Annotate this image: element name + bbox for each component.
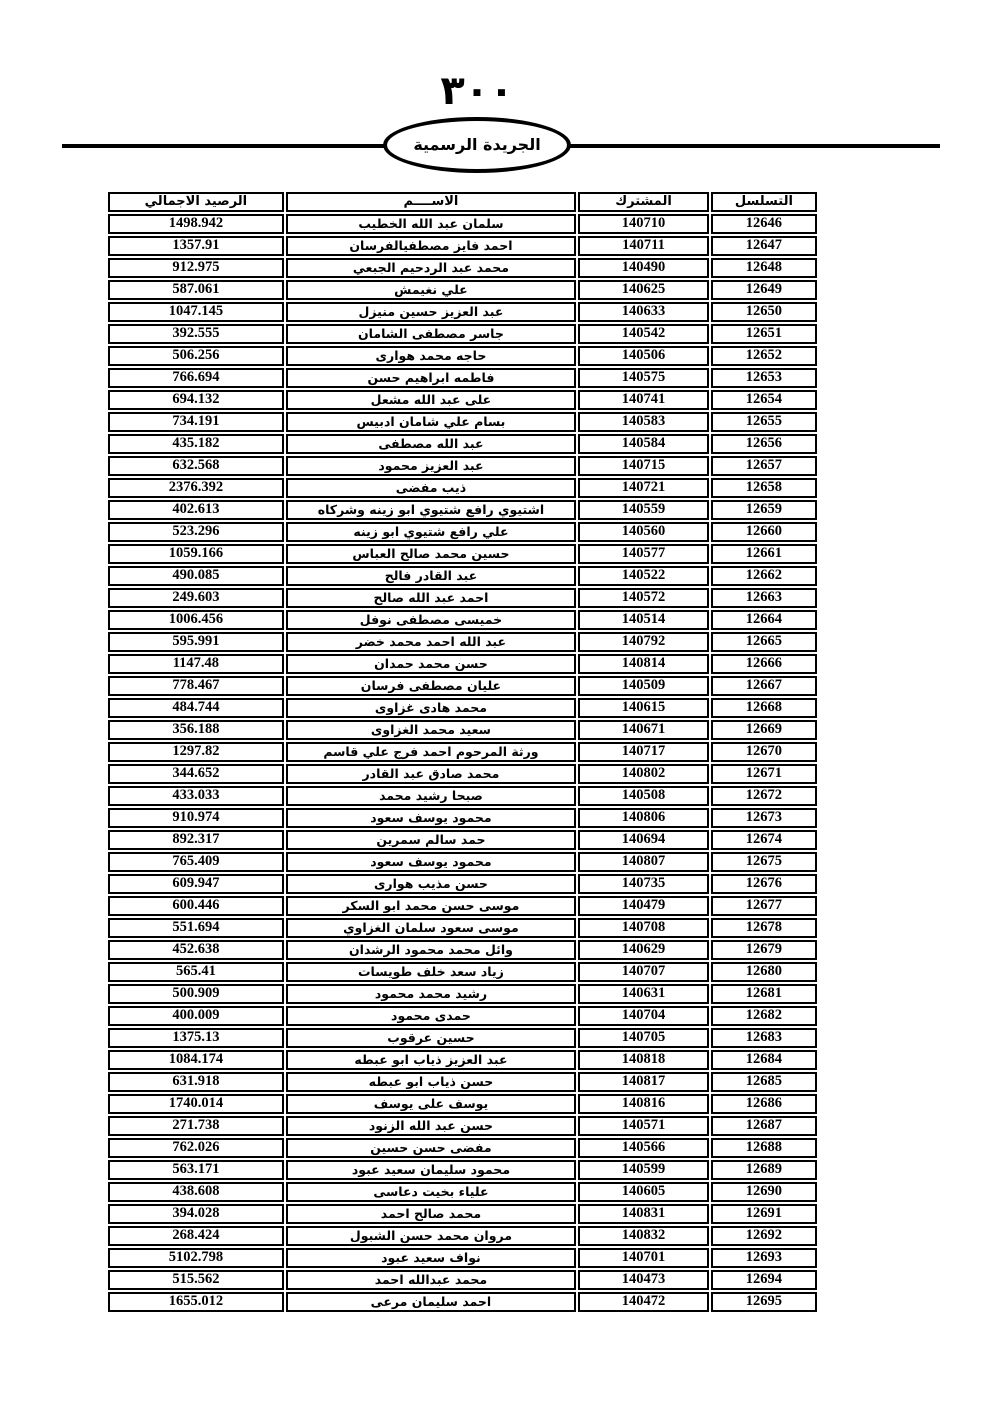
serial-cell: 12666 [711, 654, 817, 674]
subscriber-cell: 140792 [578, 632, 709, 652]
name-cell: محمود يوسف سعود [286, 852, 576, 872]
serial-cell: 12656 [711, 434, 817, 454]
serial-cell: 12664 [711, 610, 817, 630]
serial-cell: 12667 [711, 676, 817, 696]
subscriber-cell: 140472 [578, 1292, 709, 1312]
serial-cell: 12660 [711, 522, 817, 542]
balance-cell: 490.085 [108, 566, 284, 586]
balance-cell: 500.909 [108, 984, 284, 1004]
serial-cell: 12677 [711, 896, 817, 916]
balance-cell: 523.296 [108, 522, 284, 542]
subscriber-cell: 140522 [578, 566, 709, 586]
subscriber-cell: 140741 [578, 390, 709, 410]
subscriber-cell: 140818 [578, 1050, 709, 1070]
serial-cell: 12646 [711, 214, 817, 234]
table-row [108, 764, 817, 784]
balance-cell: 356.188 [108, 720, 284, 740]
name-cell: موسى حسن محمد ابو السكر [286, 896, 576, 916]
table-row [108, 280, 817, 300]
name-cell: حمدى محمود [286, 1006, 576, 1026]
balance-cell: 765.409 [108, 852, 284, 872]
serial-cell: 12694 [711, 1270, 817, 1290]
name-cell: محمد عبد الردحيم الجبعي [286, 258, 576, 278]
subscriber-cell: 140584 [578, 434, 709, 454]
name-cell: عبد العزيز محمود [286, 456, 576, 476]
subscriber-cell: 140559 [578, 500, 709, 520]
balance-cell: 1006.456 [108, 610, 284, 630]
subscriber-cell: 140509 [578, 676, 709, 696]
subscriber-cell: 140807 [578, 852, 709, 872]
balance-cell: 484.744 [108, 698, 284, 718]
serial-cell: 12686 [711, 1094, 817, 1114]
name-cell: مفضى حسن حسين [286, 1138, 576, 1158]
subscriber-cell: 140583 [578, 412, 709, 432]
subscriber-cell: 140707 [578, 962, 709, 982]
subscriber-cell: 140575 [578, 368, 709, 388]
table-row [108, 698, 817, 718]
name-cell: حسن عبد الله الزنود [286, 1116, 576, 1136]
name-cell: على عبد الله مشعل [286, 390, 576, 410]
subscriber-cell: 140802 [578, 764, 709, 784]
subscriber-cell: 140599 [578, 1160, 709, 1180]
subscriber-cell: 140566 [578, 1138, 709, 1158]
name-cell: احمد عبد الله صالح [286, 588, 576, 608]
serial-cell: 12676 [711, 874, 817, 894]
serial-cell: 12674 [711, 830, 817, 850]
serial-cell: 12690 [711, 1182, 817, 1202]
balance-cell: 1059.166 [108, 544, 284, 564]
balance-cell: 1084.174 [108, 1050, 284, 1070]
balance-cell: 271.738 [108, 1116, 284, 1136]
balance-cell: 452.638 [108, 940, 284, 960]
name-cell: رشيد محمد محمود [286, 984, 576, 1004]
table-row [108, 676, 817, 696]
subscriber-cell: 140814 [578, 654, 709, 674]
serial-cell: 12695 [711, 1292, 817, 1312]
serial-cell: 12669 [711, 720, 817, 740]
balance-cell: 631.918 [108, 1072, 284, 1092]
subscriber-cell: 140560 [578, 522, 709, 542]
name-cell: محمد صالح احمد [286, 1204, 576, 1224]
table-row [108, 566, 817, 586]
subscribers-table [106, 190, 819, 1314]
name-cell: حمد سالم سمرين [286, 830, 576, 850]
balance-cell: 632.568 [108, 456, 284, 476]
balance-cell: 912.975 [108, 258, 284, 278]
name-cell: عبد الله مصطفى [286, 434, 576, 454]
subscriber-cell: 140572 [578, 588, 709, 608]
subscriber-cell: 140514 [578, 610, 709, 630]
serial-cell: 12693 [711, 1248, 817, 1268]
serial-cell: 12673 [711, 808, 817, 828]
subscriber-cell: 140806 [578, 808, 709, 828]
name-cell: سعيد محمد الغزاوى [286, 720, 576, 740]
name-cell: علي رافع شتيوي ابو زينه [286, 522, 576, 542]
balance-cell: 506.256 [108, 346, 284, 366]
table-row [108, 1248, 817, 1268]
balance-cell: 435.182 [108, 434, 284, 454]
table-row [108, 896, 817, 916]
name-cell: حسين محمد صالح العباس [286, 544, 576, 564]
table-row [108, 654, 817, 674]
subscriber-cell: 140715 [578, 456, 709, 476]
serial-cell: 12670 [711, 742, 817, 762]
gazette-banner-title: الجريدة الرسمية [413, 134, 541, 154]
subscriber-cell: 140508 [578, 786, 709, 806]
column-header-name: الاســــم [286, 192, 576, 212]
name-cell: حسن محمد حمدان [286, 654, 576, 674]
table-row [108, 236, 817, 256]
balance-cell: 910.974 [108, 808, 284, 828]
subscriber-cell: 140832 [578, 1226, 709, 1246]
balance-cell: 587.061 [108, 280, 284, 300]
table-row [108, 1292, 817, 1312]
name-cell: محمد صادق عبد القادر [286, 764, 576, 784]
table-row [108, 1050, 817, 1070]
table-row [108, 324, 817, 344]
table-row [108, 1116, 817, 1136]
subscriber-cell: 140577 [578, 544, 709, 564]
table-row [108, 544, 817, 564]
balance-cell: 1297.82 [108, 742, 284, 762]
name-cell: يوسف على يوسف [286, 1094, 576, 1114]
serial-cell: 12688 [711, 1138, 817, 1158]
subscriber-cell: 140629 [578, 940, 709, 960]
table-row [108, 456, 817, 476]
subscriber-cell: 140542 [578, 324, 709, 344]
balance-cell: 394.028 [108, 1204, 284, 1224]
serial-cell: 12655 [711, 412, 817, 432]
serial-cell: 12647 [711, 236, 817, 256]
subscriber-cell: 140717 [578, 742, 709, 762]
serial-cell: 12680 [711, 962, 817, 982]
serial-cell: 12681 [711, 984, 817, 1004]
name-cell: محمود سليمان سعيد عبود [286, 1160, 576, 1180]
balance-cell: 734.191 [108, 412, 284, 432]
serial-cell: 12665 [711, 632, 817, 652]
balance-cell: 892.317 [108, 830, 284, 850]
serial-cell: 12649 [711, 280, 817, 300]
subscriber-cell: 140605 [578, 1182, 709, 1202]
table-row [108, 412, 817, 432]
table-row [108, 478, 817, 498]
table-row [108, 830, 817, 850]
balance-cell: 1740.014 [108, 1094, 284, 1114]
serial-cell: 12679 [711, 940, 817, 960]
serial-cell: 12687 [711, 1116, 817, 1136]
balance-cell: 762.026 [108, 1138, 284, 1158]
name-cell: حاجه محمد هوارى [286, 346, 576, 366]
table-row [108, 610, 817, 630]
serial-cell: 12650 [711, 302, 817, 322]
table-row [108, 258, 817, 278]
subscriber-cell: 140710 [578, 214, 709, 234]
table-row [108, 720, 817, 740]
subscriber-cell: 140817 [578, 1072, 709, 1092]
name-cell: حسن ذياب ابو عبطه [286, 1072, 576, 1092]
table-row [108, 1006, 817, 1026]
balance-cell: 600.446 [108, 896, 284, 916]
serial-cell: 12663 [711, 588, 817, 608]
balance-cell: 344.652 [108, 764, 284, 784]
serial-cell: 12668 [711, 698, 817, 718]
balance-cell: 1498.942 [108, 214, 284, 234]
serial-cell: 12657 [711, 456, 817, 476]
table-row [108, 588, 817, 608]
table-row [108, 390, 817, 410]
table-row [108, 434, 817, 454]
subscriber-cell: 140704 [578, 1006, 709, 1026]
balance-cell: 5102.798 [108, 1248, 284, 1268]
balance-cell: 595.991 [108, 632, 284, 652]
name-cell: محمود يوسف سعود [286, 808, 576, 828]
serial-cell: 12653 [711, 368, 817, 388]
balance-cell: 1147.48 [108, 654, 284, 674]
name-cell: عبد القادر فالح [286, 566, 576, 586]
balance-cell: 551.694 [108, 918, 284, 938]
balance-cell: 609.947 [108, 874, 284, 894]
serial-cell: 12654 [711, 390, 817, 410]
balance-cell: 400.009 [108, 1006, 284, 1026]
name-cell: سلمان عبد الله الخطيب [286, 214, 576, 234]
name-cell: خميسى مصطفى نوفل [286, 610, 576, 630]
table-row [108, 302, 817, 322]
name-cell: صبحا رشيد محمد [286, 786, 576, 806]
table-row [108, 1182, 817, 1202]
table-row [108, 808, 817, 828]
subscriber-cell: 140479 [578, 896, 709, 916]
subscriber-cell: 140816 [578, 1094, 709, 1114]
serial-cell: 12662 [711, 566, 817, 586]
balance-cell: 438.608 [108, 1182, 284, 1202]
table-header-row [108, 192, 817, 212]
serial-cell: 12675 [711, 852, 817, 872]
serial-cell: 12684 [711, 1050, 817, 1070]
table-row [108, 1072, 817, 1092]
name-cell: محمد عبدالله احمد [286, 1270, 576, 1290]
table-row [108, 1094, 817, 1114]
balance-cell: 694.132 [108, 390, 284, 410]
table-row [108, 368, 817, 388]
name-cell: بسام علي شامان ادبيس [286, 412, 576, 432]
subscriber-cell: 140625 [578, 280, 709, 300]
subscriber-cell: 140633 [578, 302, 709, 322]
table-row [108, 1204, 817, 1224]
table-row [108, 500, 817, 520]
name-cell: وائل محمد محمود الرشدان [286, 940, 576, 960]
table-row [108, 522, 817, 542]
table-row [108, 1028, 817, 1048]
table-body [108, 214, 817, 1312]
subscriber-cell: 140694 [578, 830, 709, 850]
serial-cell: 12652 [711, 346, 817, 366]
serial-cell: 12683 [711, 1028, 817, 1048]
serial-cell: 12672 [711, 786, 817, 806]
column-header-balance: الرصيد الاجمالي [108, 192, 284, 212]
name-cell: عبد الله احمد محمد خضر [286, 632, 576, 652]
balance-cell: 249.603 [108, 588, 284, 608]
balance-cell: 392.555 [108, 324, 284, 344]
serial-cell: 12682 [711, 1006, 817, 1026]
table-row [108, 786, 817, 806]
balance-cell: 1375.13 [108, 1028, 284, 1048]
table-row [108, 984, 817, 1004]
gazette-banner-ellipse [383, 117, 571, 173]
name-cell: مروان محمد حسن الشبول [286, 1226, 576, 1246]
balance-cell: 2376.392 [108, 478, 284, 498]
subscriber-cell: 140705 [578, 1028, 709, 1048]
table-row [108, 346, 817, 366]
table-row [108, 1138, 817, 1158]
name-cell: علياء بخيت دعاسى [286, 1182, 576, 1202]
name-cell: حسن مذيب هوارى [286, 874, 576, 894]
column-header-serial: التسلسل [711, 192, 817, 212]
subscriber-cell: 140490 [578, 258, 709, 278]
subscriber-cell: 140701 [578, 1248, 709, 1268]
balance-cell: 1047.145 [108, 302, 284, 322]
name-cell: جاسر مصطفى الشامان [286, 324, 576, 344]
serial-cell: 12692 [711, 1226, 817, 1246]
table-row [108, 940, 817, 960]
balance-cell: 433.033 [108, 786, 284, 806]
table-row [108, 742, 817, 762]
table-row [108, 874, 817, 894]
serial-cell: 12691 [711, 1204, 817, 1224]
table-row [108, 852, 817, 872]
name-cell: حسين عرقوب [286, 1028, 576, 1048]
balance-cell: 515.562 [108, 1270, 284, 1290]
serial-cell: 12659 [711, 500, 817, 520]
name-cell: موسى سعود سلمان الغزاوي [286, 918, 576, 938]
name-cell: علي نغيمش [286, 280, 576, 300]
serial-cell: 12685 [711, 1072, 817, 1092]
name-cell: ذيب مفضى [286, 478, 576, 498]
serial-cell: 12678 [711, 918, 817, 938]
table-row [108, 632, 817, 652]
subscriber-cell: 140631 [578, 984, 709, 1004]
subscriber-cell: 140708 [578, 918, 709, 938]
serial-cell: 12648 [711, 258, 817, 278]
subscriber-cell: 140831 [578, 1204, 709, 1224]
name-cell: عبد العزيز ذياب ابو عبطه [286, 1050, 576, 1070]
subscriber-cell: 140735 [578, 874, 709, 894]
name-cell: نواف سعيد عبود [286, 1248, 576, 1268]
table-row [108, 1160, 817, 1180]
serial-cell: 12658 [711, 478, 817, 498]
column-header-subscriber: المشترك [578, 192, 709, 212]
balance-cell: 402.613 [108, 500, 284, 520]
balance-cell: 563.171 [108, 1160, 284, 1180]
serial-cell: 12689 [711, 1160, 817, 1180]
name-cell: اشتيوي رافع شتيوي ابو زينه وشركاه [286, 500, 576, 520]
subscriber-cell: 140721 [578, 478, 709, 498]
subscriber-cell: 140506 [578, 346, 709, 366]
balance-cell: 1357.91 [108, 236, 284, 256]
table-row [108, 962, 817, 982]
name-cell: عبد العزيز حسين منيزل [286, 302, 576, 322]
subscriber-cell: 140571 [578, 1116, 709, 1136]
name-cell: محمد هادى غزاوى [286, 698, 576, 718]
name-cell: عليان مصطفى فرسان [286, 676, 576, 696]
balance-cell: 778.467 [108, 676, 284, 696]
subscriber-cell: 140671 [578, 720, 709, 740]
balance-cell: 766.694 [108, 368, 284, 388]
balance-cell: 1655.012 [108, 1292, 284, 1312]
table-row [108, 214, 817, 234]
table-row [108, 1226, 817, 1246]
name-cell: احمد سليمان مرعى [286, 1292, 576, 1312]
table-row [108, 1270, 817, 1290]
subscriber-cell: 140615 [578, 698, 709, 718]
name-cell: ورثة المرحوم احمد فرج علي قاسم [286, 742, 576, 762]
serial-cell: 12671 [711, 764, 817, 784]
page-number: ٣٠٠ [440, 68, 514, 114]
name-cell: زياد سعد خلف طويسات [286, 962, 576, 982]
serial-cell: 12661 [711, 544, 817, 564]
name-cell: احمد فايز مصطفيالفرسان [286, 236, 576, 256]
name-cell: فاطمه ابراهيم حسن [286, 368, 576, 388]
table-row [108, 918, 817, 938]
serial-cell: 12651 [711, 324, 817, 344]
subscriber-cell: 140473 [578, 1270, 709, 1290]
balance-cell: 565.41 [108, 962, 284, 982]
balance-cell: 268.424 [108, 1226, 284, 1246]
subscriber-cell: 140711 [578, 236, 709, 256]
